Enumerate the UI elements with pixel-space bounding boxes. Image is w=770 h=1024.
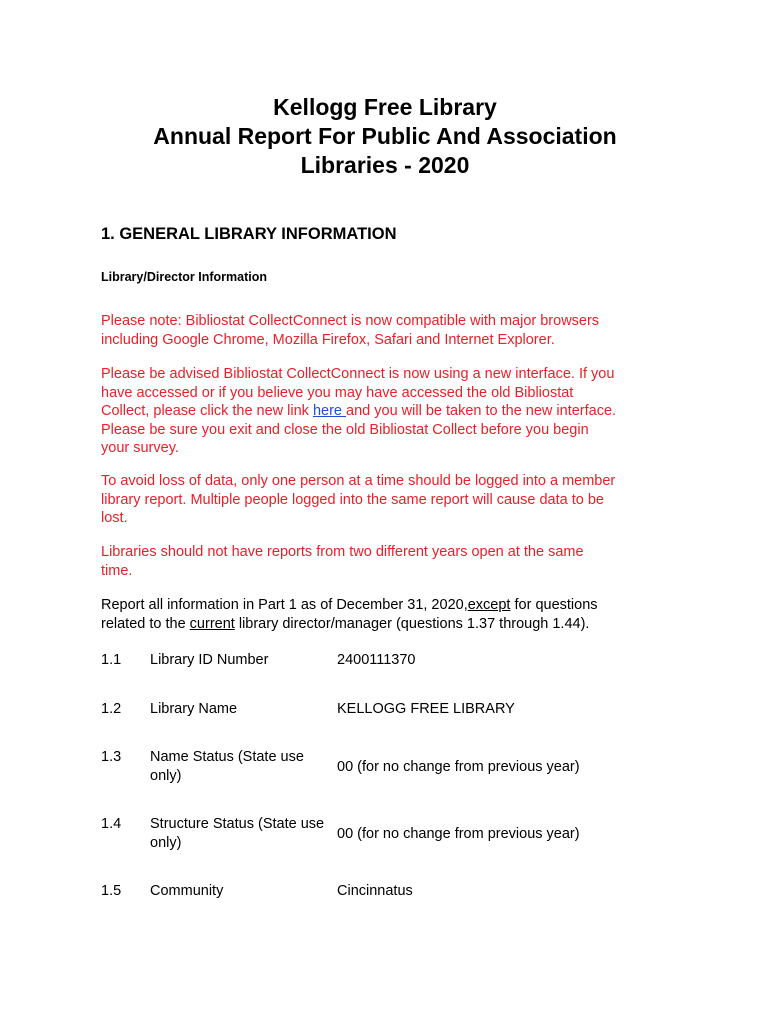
question-number: 1.2	[101, 701, 122, 717]
data-loss-note: To avoid loss of data, only one person at a time should be logged into a member library report. Multiple people logged into the same report will cause data to be lost.	[101, 473, 616, 526]
question-label: Name Status (State use only)	[150, 749, 304, 784]
structure-status-value: 00 (for no change from previous year)	[337, 826, 580, 842]
library-name-value: KELLOGG FREE LIBRARY	[337, 701, 515, 717]
name-status-value: 00 (for no change from previous year)	[337, 759, 580, 775]
library-id-value: 2400111370	[337, 652, 416, 668]
report-years-note: Libraries should not have reports from two different years open at the same time.	[101, 544, 584, 579]
question-number: 1.5	[101, 883, 122, 899]
question-number: 1.3	[101, 749, 122, 765]
reporting-instructions: Report all information in Part 1 as of December 31, 2020,except for questions related to the current library director/manager (questions 1.37 through 1.44).	[101, 597, 598, 632]
title-line-3: Libraries - 2020	[300, 152, 470, 178]
question-label: Structure Status (State use only)	[150, 816, 325, 851]
report-title	[0, 93, 770, 180]
section-heading: 1. GENERAL LIBRARY INFORMATION	[101, 225, 397, 243]
question-label: Library ID Number	[150, 652, 269, 668]
new-interface-link[interactable]: here	[312, 403, 347, 419]
question-number: 1.1	[101, 652, 122, 668]
section-subheading: Library/Director Information	[101, 270, 267, 284]
question-number: 1.4	[101, 816, 122, 832]
new-interface-note: Please be advised Bibliostat CollectConnect is now using a new interface. If you have accessed or if you believe you may have accessed the old Bibliostat Collect, please click the new link here and you will be taken to the new interface. Please be sure you exit and close the old Bibliostat Collect before you begin your survey.	[101, 366, 617, 456]
community-value: Cincinnatus	[337, 883, 413, 899]
title-line-1: Kellogg Free Library	[273, 94, 497, 120]
question-label: Community	[150, 883, 224, 899]
title-line-2: Annual Report For Public And Association	[153, 123, 617, 149]
question-label: Library Name	[150, 701, 238, 717]
browser-compat-note: Please note: Bibliostat CollectConnect is now compatible with major browsers including Google Chrome, Mozilla Firefox, Safari and Internet Explorer.	[101, 313, 600, 348]
